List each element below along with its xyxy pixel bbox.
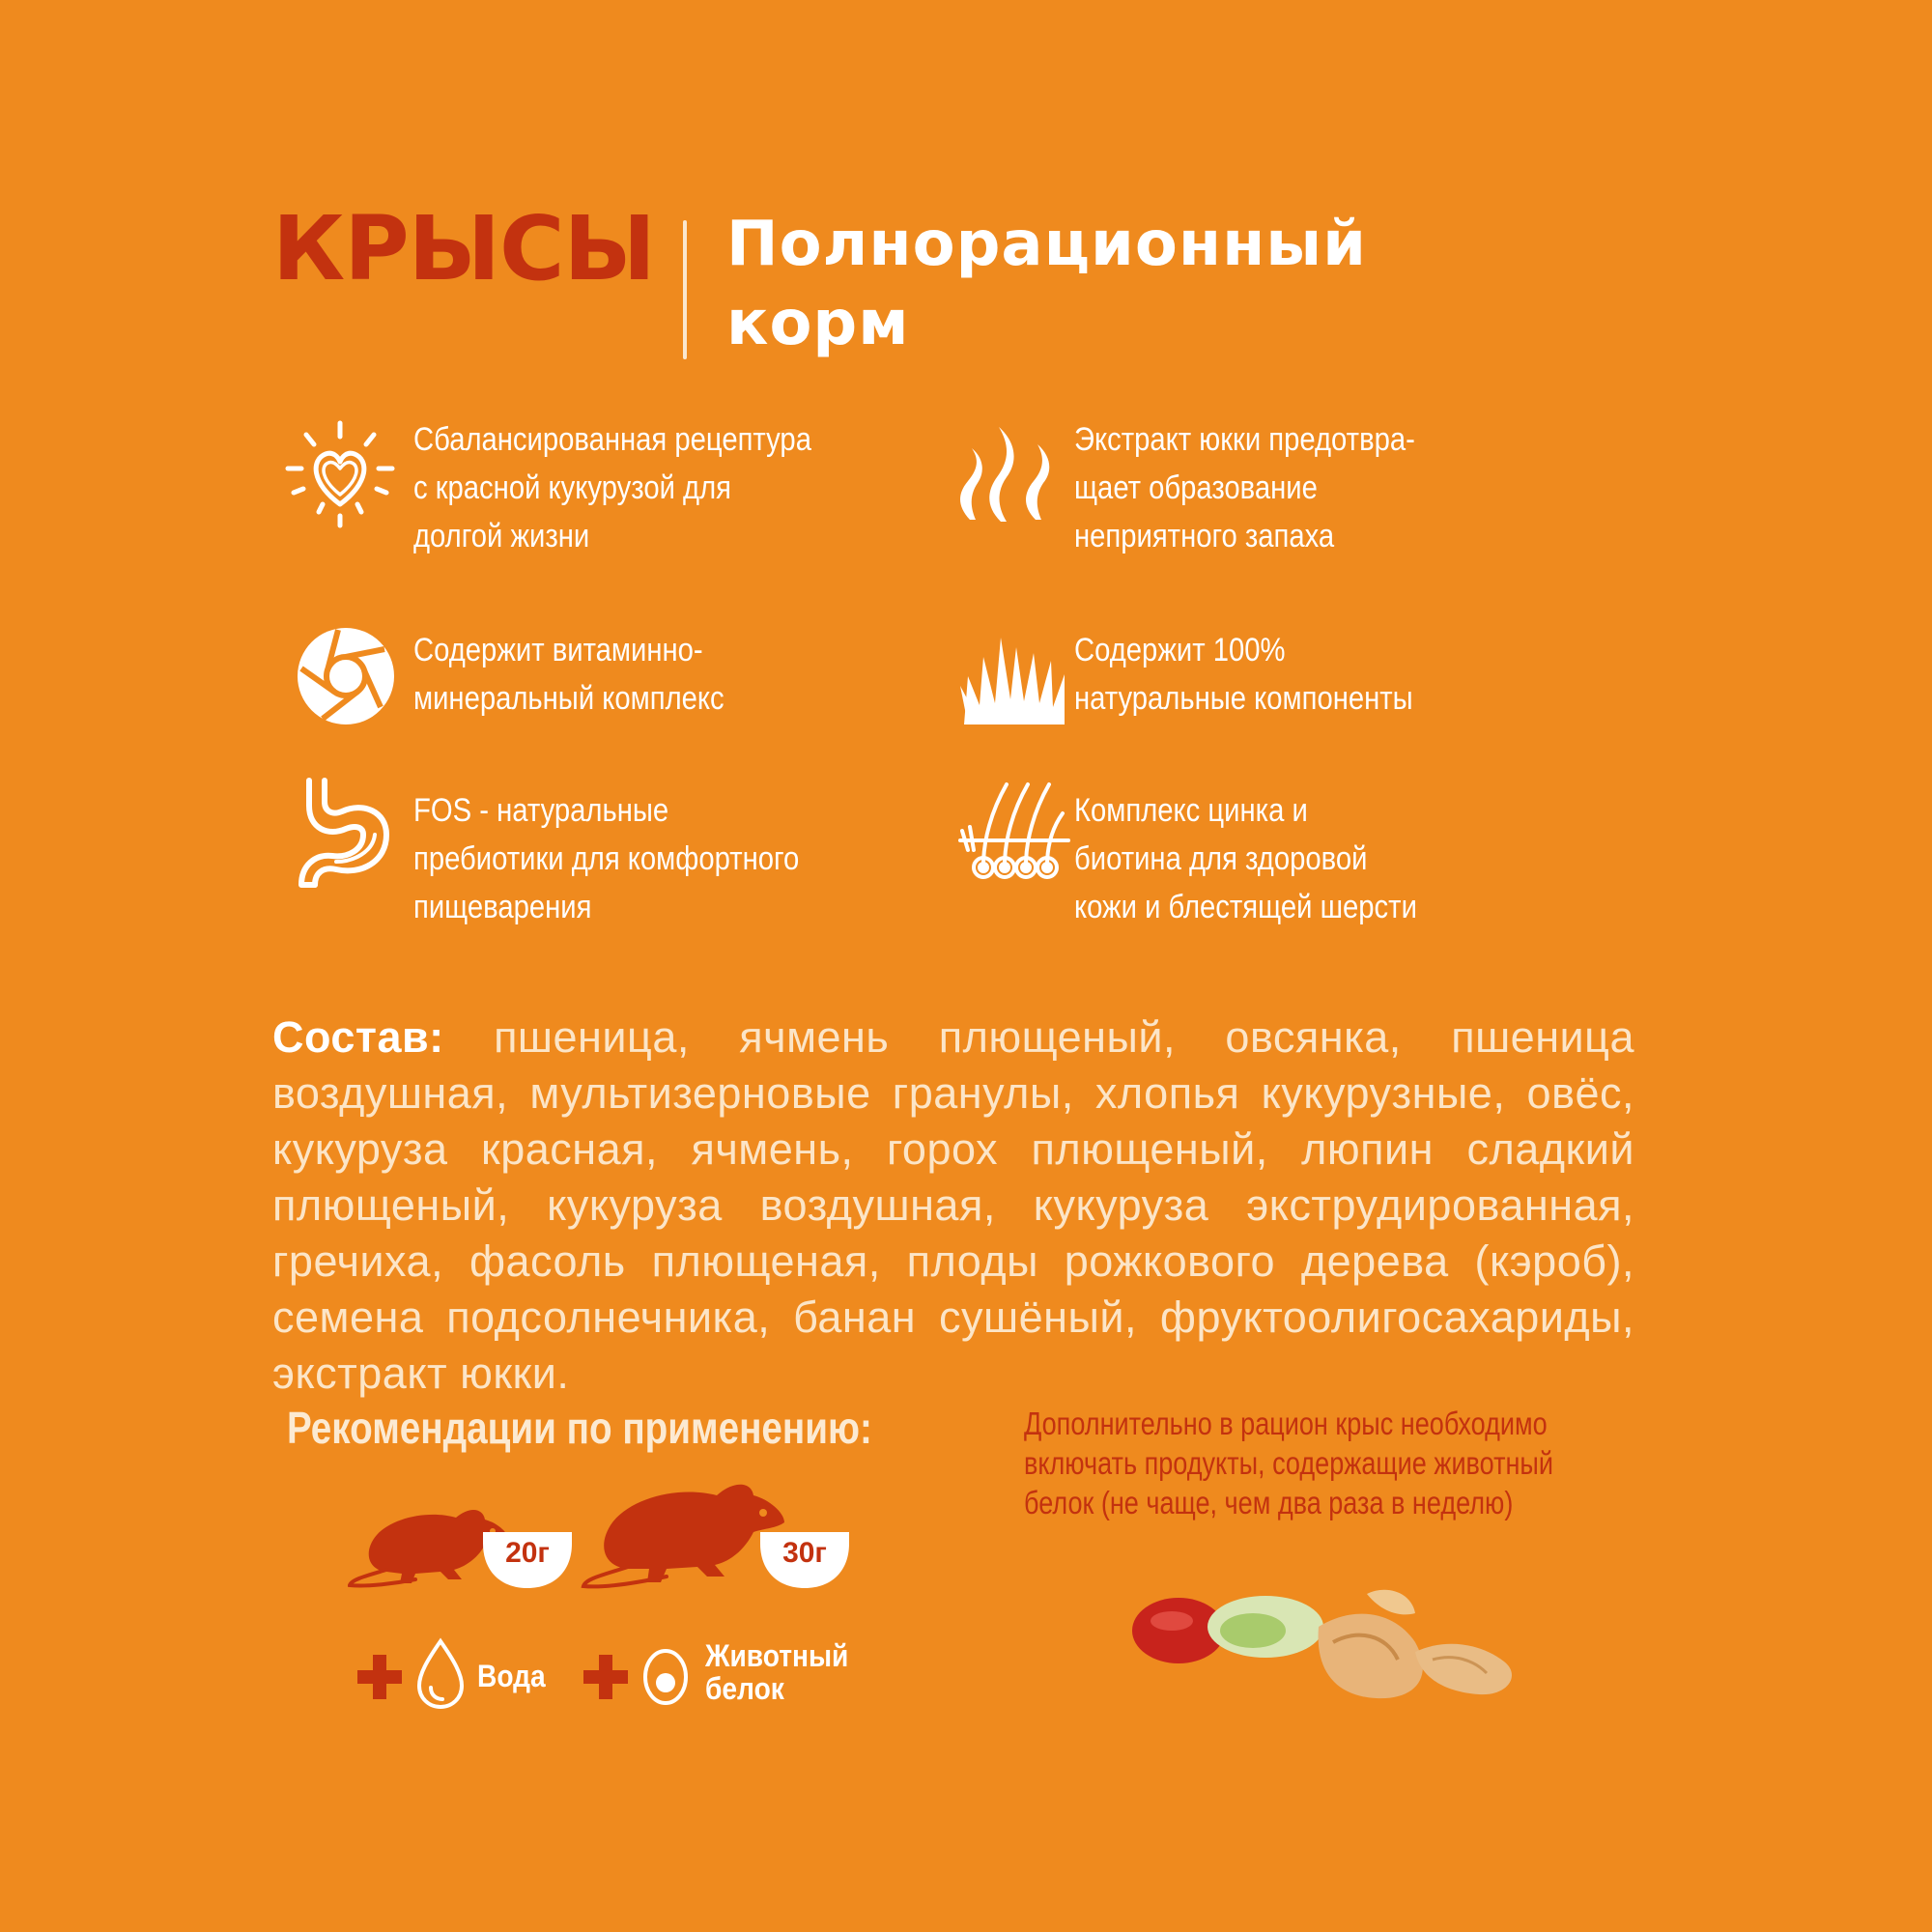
feature-text [413, 415, 811, 560]
page-subtitle [726, 205, 1367, 363]
feature-line: Содержит витаминно- [413, 632, 703, 668]
header-divider [683, 220, 687, 359]
feature-line: пребиотики для комфортного [413, 840, 800, 877]
subtitle-line: корм [726, 288, 910, 359]
feature-text [413, 626, 724, 723]
egg-icon [641, 1642, 690, 1706]
feature-line: Комплекс цинка и [1074, 792, 1308, 829]
stomach-icon [286, 773, 402, 889]
heart-sun-icon [282, 415, 398, 531]
feature-line: Сбалансированная рецептура [413, 421, 811, 458]
composition-text [272, 1009, 1634, 1402]
note-line: Дополнительно в рацион крыс необходимо [1024, 1406, 1548, 1441]
large-rat-portion: 30г [782, 1537, 827, 1569]
food-pieces-image [1125, 1584, 1541, 1710]
protein-label-line: белок [705, 1671, 784, 1706]
recommendations-title: Рекомендации по применению: [287, 1403, 872, 1453]
large-rat-icon [580, 1468, 787, 1589]
brand-title: КРЫСЫ [272, 197, 655, 300]
aroma-waves-icon [952, 413, 1068, 529]
protein-label [705, 1639, 848, 1705]
composition-label: Состав: [272, 1012, 444, 1062]
feature-line: Содержит 100% [1074, 632, 1286, 668]
plus-icon [357, 1655, 402, 1699]
protein-label-line: Животный [705, 1638, 849, 1673]
grass-icon [956, 618, 1072, 734]
feature-line: неприятного запаха [1074, 518, 1335, 554]
plus-icon [583, 1655, 628, 1699]
subtitle-line: Полнорационный [726, 209, 1367, 280]
feature-line: пищеварения [413, 889, 592, 925]
feature-text [1074, 415, 1415, 560]
feature-line: биотина для здоровой [1074, 840, 1368, 877]
water-drop-icon [415, 1637, 466, 1711]
feature-line: с красной кукурузой для [413, 469, 732, 506]
feature-line: Экстракт юкки предотвра- [1074, 421, 1415, 458]
feature-line: FOS - натуральные [413, 792, 669, 829]
small-rat-portion: 20г [505, 1537, 550, 1569]
feature-text [1074, 786, 1417, 931]
feature-line: натуральные компоненты [1074, 680, 1413, 717]
feature-text [1074, 626, 1413, 723]
feature-line: щает образование [1074, 469, 1318, 506]
feature-line: кожи и блестящей шерсти [1074, 889, 1417, 925]
note-line: включать продукты, содержащие животный [1024, 1445, 1554, 1481]
protein-note [1024, 1404, 1553, 1522]
composition-ingredients: пшеница, ячмень плющеный, овсянка, пшеница воздушная, мультизерновые гранулы, хлопья кукурузные, овёс, кукуруза красная, ячмень, горох плющеный, люпин сладкий плющеный, кукуруза воздушная, кукуруза экструдированная, гречиха, фасоль плющеная, плоды рожкового дерева (кэроб), семена подсолнечника, банан сушёный, фруктоолигосахариды, экстракт юкки. [272, 1012, 1634, 1398]
note-line: белок (не чаще, чем два раза в неделю) [1024, 1485, 1514, 1520]
aperture-icon [288, 618, 404, 734]
feature-line: долгой жизни [413, 518, 590, 554]
feature-line: минеральный комплекс [413, 680, 724, 717]
water-label: Вода [477, 1659, 546, 1693]
hair-follicle-icon [956, 773, 1072, 889]
feature-text [413, 786, 799, 931]
